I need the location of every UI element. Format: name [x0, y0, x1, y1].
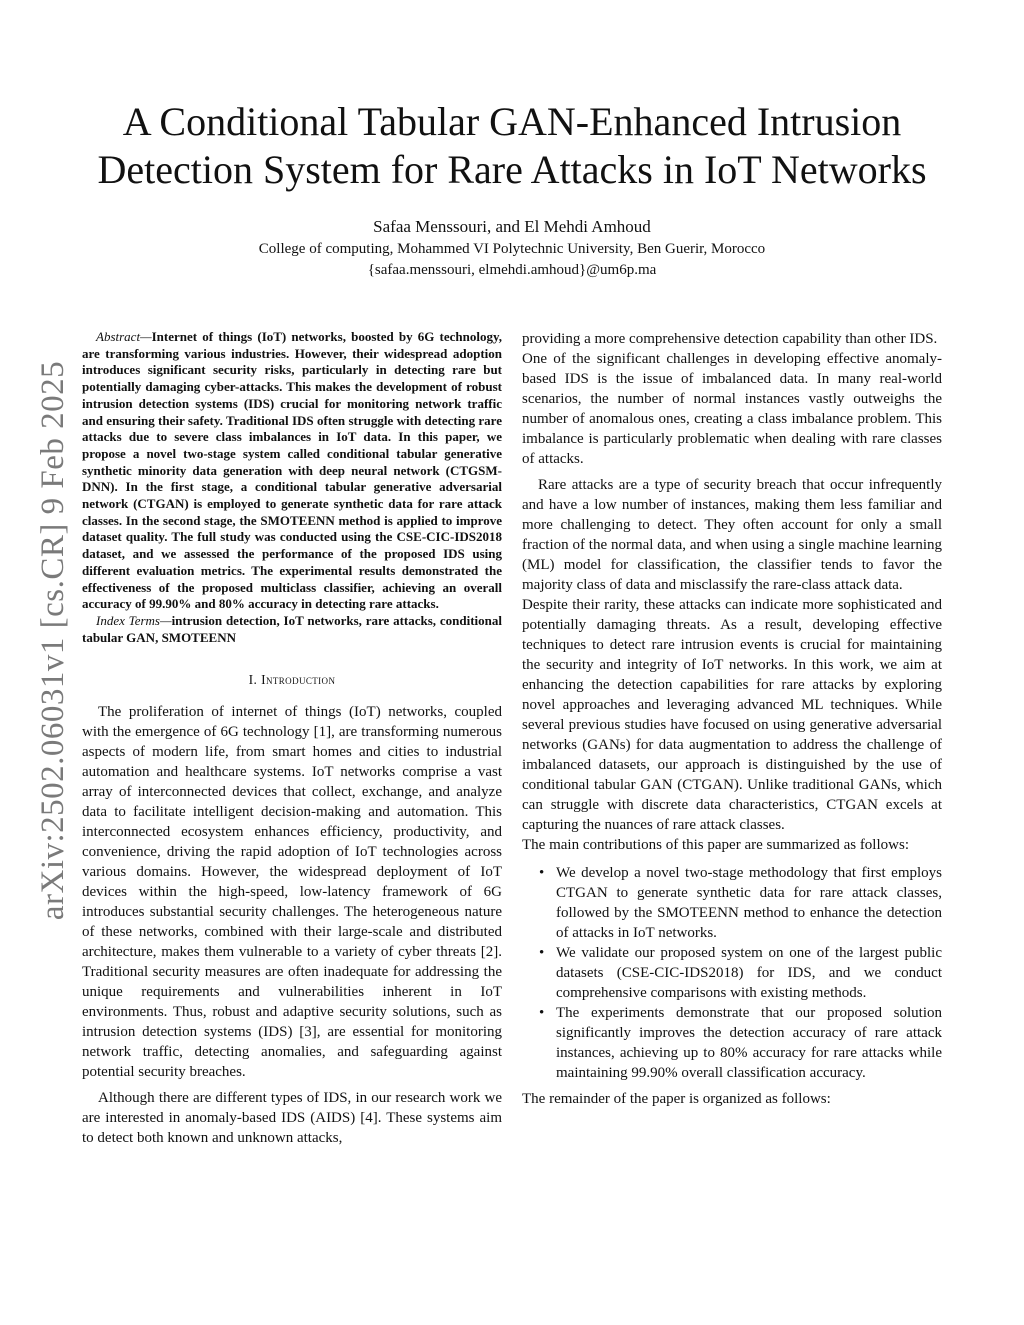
left-column [82, 329, 502, 1148]
intro-paragraph-2: Although there are different types of IDS, in our research work we are interested in anomaly-based IDS (AIDS) [4]. These systems aim to detect both known and unknown attacks, [82, 1090, 502, 1147]
arxiv-identifier-text: arXiv:2502.06031v1 [cs.CR] 9 Feb 2025 [35, 360, 72, 920]
body-paragraph-closing: The remainder of the paper is organized as follows: [522, 1091, 831, 1107]
section-heading-introduction: I. Introduction [248, 672, 336, 688]
abstract-text: Internet of things (IoT) networks, boosted by 6G technology, are transforming various industries. However, their widespread adoption introduces significant security risks, particularly in detecting rare but potentially damaging cyber-attacks. This makes the development of robust intrusion detection systems (IDS) crucial for monitoring network traffic and ensuring their safety. Traditional IDS often struggle with detecting rare attacks due to severe class imbalances in IoT data. In this paper, we propose a novel two-stage system called conditional tabular generative synthetic minority data generation with deep neural network (CTGSM-DNN). In the first stage, a conditional tabular generative adversarial network (CTGAN) is employed to generate synthetic data for rare attack classes. In the second stage, the SMOTEENN method is applied to improve dataset quality. The full study was conducted using the CSE-CIC-IDS2018 dataset, and we assessed the performance of the proposed IDS using different evaluation metrics. The experimental results demonstrated the effectiveness of the proposed multiclass classifier, achieving an overall accuracy of 99.90% and 80% accuracy in detecting rare attacks. [82, 329, 502, 612]
index-terms [82, 613, 502, 646]
body-paragraph-approach: Despite their rarity, these attacks can indicate more sophisticated and potentially damaging threats. As a result, developing effective techniques to detect rare intrusion events is crucial for maintaining the security and integrity of IoT networks. In this work, we aim at enhancing the detection capabilities for rare attacks by exploring novel approaches and leveraging advanced ML techniques. While several previous studies have focused on using generative adversarial networks (GANs) for data augmentation to address the challenge of imbalanced datasets, our approach is distinguished by the use of conditional tabular GAN (CTGAN). Unlike traditional GANs, which can struggle with discrete data characteristics, CTGAN excels at capturing the nuances of rare attack classes. [522, 597, 942, 833]
contributions-list [522, 863, 942, 1083]
body-paragraph-rare-attacks: Rare attacks are a type of security breach that occur infrequently and have a low number of instances, making them less familiar and more challenging to detect. They often account for only a small fraction of the normal data, and when using a single machine learning (ML) model for classification, the classifier tends to favor the majority class of data and misclassify the rare-class attack data. [522, 477, 942, 593]
index-terms-text: intrusion detection, IoT networks, rare attacks, conditional tabular GAN, SMOTEENN [82, 612, 502, 645]
intro-paragraph-1: The proliferation of internet of things (IoT) networks, coupled with the emergence of 6G technology [1], are transforming numerous aspects of modern life, from smart homes and cities to industrial automation and healthcare systems. IoT networks comprise a vast array of interconnected devices that collect, exchange, and analyze data to facilitate intelligent decision-making and automation. This interconnected ecosystem enhances efficiency, productivity, and convenience, driving the rapid adoption of IoT technologies across various domains. However, the widespread deployment of IoT devices within the high-speed, low-latency framework of 6G introduces substantial security challenges. The heterogeneous nature of these networks, combined with their large-scale and distributed architecture, makes them vulnerable to a variety of cyber threats [2]. Traditional security measures are often inadequate for addressing the unique requirements and vulnerabilities inherent in IoT environments. Thus, robust and adaptive security solutions, such as intrusion detection systems (IDS) [3], are essential for monitoring network traffic, detecting anomalies, and safeguarding against potential security breaches. [82, 704, 502, 1081]
author-emails: {safaa.menssouri, elmehdi.amhoud}@um6p.ma [367, 262, 657, 278]
abstract-label: Abstract [96, 329, 141, 344]
body-paragraph-contributions-intro: The main contributions of this paper are summarized as follows: [522, 837, 909, 853]
index-terms-dash: — [160, 612, 172, 628]
list-item: • We validate our proposed system on one of the largest public datasets (CSE-CIC-IDS2018) for IDS, and we conduct comprehensive comparisons with existing methods. [556, 943, 942, 1003]
list-item: • The experiments demonstrate that our proposed solution significantly improves the detection accuracy of rare attack instances, achieving up to 80% accuracy for rare attacks while maintaining 99.90% overall classification accuracy. [556, 1003, 942, 1083]
abstract [82, 329, 502, 613]
body-paragraph-continued: providing a more comprehensive detection capability than other IDS. [522, 331, 938, 347]
list-item: • We develop a novel two-stage methodology that first employs CTGAN to generate synthetic data for rare attack classes, followed by the SMOTEENN method to enhance the detection of attacks in IoT networks. [556, 863, 942, 943]
author-list: Safaa Menssouri, and El Mehdi Amhoud [373, 217, 651, 236]
right-column [522, 329, 942, 1109]
paper-title: A Conditional Tabular GAN-Enhanced Intrusion Detection System for Rare Attacks in IoT Networks [97, 99, 927, 192]
author-affiliation: College of computing, Mohammed VI Polytechnic University, Ben Guerir, Morocco [258, 241, 766, 257]
index-terms-label: Index Terms [96, 612, 160, 628]
body-paragraph-imbalance: One of the significant challenges in developing effective anomaly-based IDS is the issue of imbalanced data. In many real-world scenarios, the number of normal instances vastly outweighs the number of anomalous ones, creating a class imbalance problem. This imbalance is particularly problematic when dealing with rare classes of attacks. [522, 351, 942, 467]
abstract-dash: — [140, 329, 152, 344]
